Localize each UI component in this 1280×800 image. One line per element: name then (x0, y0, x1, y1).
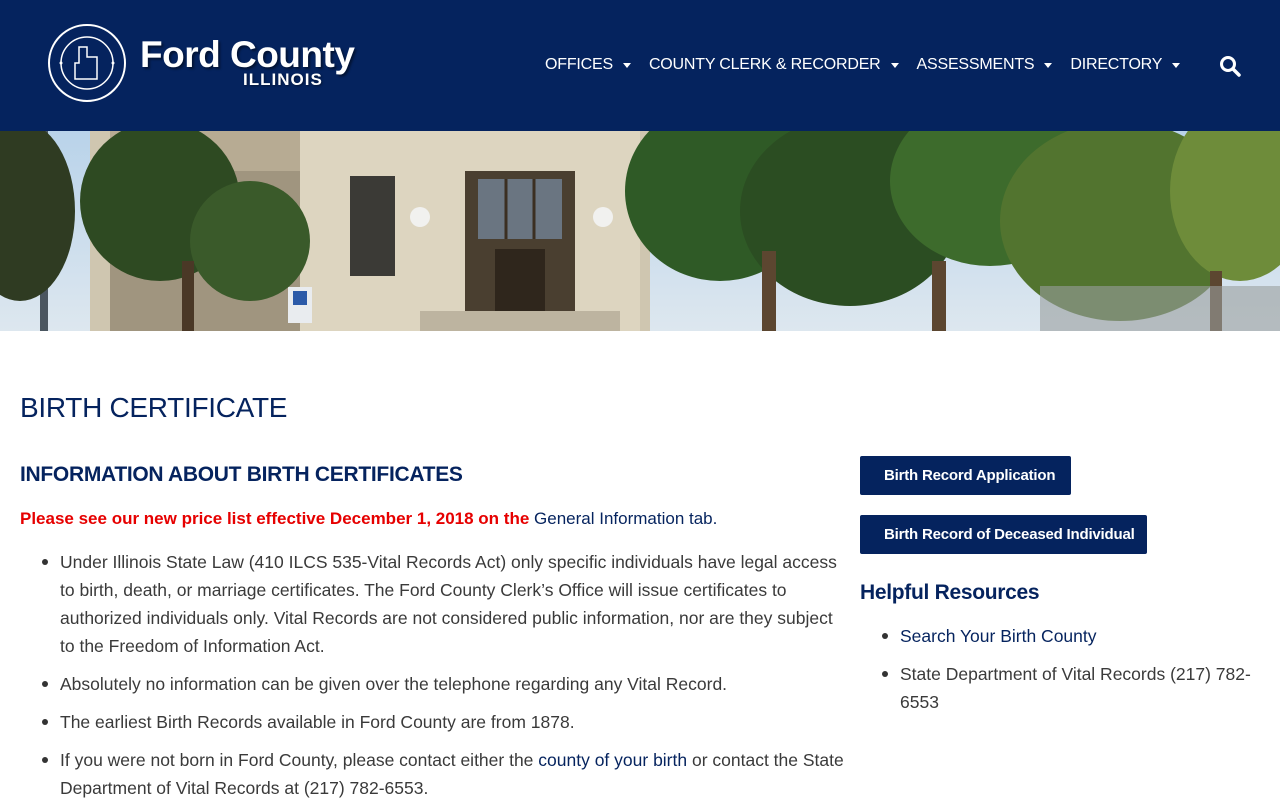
list-item: Absolutely no information can be given over the telephone regarding any Vital Record. (60, 670, 845, 698)
birth-record-deceased-individual-button[interactable]: Birth Record of Deceased Individual (860, 515, 1147, 554)
caret-down-icon (1172, 63, 1180, 68)
brand-subtitle: ILLINOIS (243, 70, 323, 89)
list-item (900, 622, 1270, 650)
birth-record-application-button[interactable]: Birth Record Application (860, 456, 1071, 495)
info-list (60, 548, 845, 800)
county-of-your-birth-link[interactable]: county of your birth (538, 750, 688, 770)
caret-down-icon (623, 63, 631, 68)
price-notice-end: . (712, 509, 718, 528)
section-title: INFORMATION ABOUT BIRTH CERTIFICATES (20, 463, 463, 486)
caret-down-icon (891, 63, 899, 68)
nav-item-offices[interactable] (545, 56, 631, 74)
site-brand[interactable] (140, 34, 355, 89)
hero-courthouse-image (0, 131, 1280, 331)
general-information-link[interactable]: General Information tab (534, 509, 713, 528)
search-your-birth-county-link[interactable]: Search Your Birth County (900, 626, 1097, 646)
nav-label: COUNTY CLERK & RECORDER (648, 56, 881, 73)
nav-item-directory[interactable] (1070, 56, 1180, 74)
list-item: State Department of Vital Records (217) 782-6553 (900, 660, 1270, 716)
page-title: BIRTH CERTIFICATE (20, 392, 288, 423)
list-item: Under Illinois State Law (410 ILCS 535-Vital Records Act) only specific individuals have legal access to birth, death, or marriage certificates. The Ford County Clerk’s Office will issue certificates to authorized individuals only. Vital Records are not considered public information, nor are they subject to the Freedom of Information Act. (60, 548, 845, 660)
helpful-resources-list (900, 622, 1270, 726)
nav-item-county-clerk-recorder[interactable] (649, 56, 899, 74)
nav-label: ASSESSMENTS (916, 56, 1035, 73)
list-item-text: or contact the State Department of Vital Records at (217) 782-6553. (60, 750, 844, 798)
county-seal-logo[interactable] (47, 23, 127, 103)
nav-item-assessments[interactable] (917, 56, 1053, 74)
caret-down-icon (1044, 63, 1052, 68)
site-header (0, 0, 1280, 131)
main-nav (545, 54, 1180, 76)
brand-title[interactable]: Ford County (140, 34, 355, 75)
nav-label: DIRECTORY (1070, 56, 1163, 73)
price-notice-text: Please see our new price list effective December 1, 2018 on the (20, 509, 535, 528)
helpful-resources-title: Helpful Resources (860, 581, 1040, 604)
search-icon[interactable] (1218, 54, 1242, 78)
list-item (60, 746, 845, 800)
price-notice (20, 509, 717, 529)
nav-label: OFFICES (545, 56, 613, 73)
list-item: The earliest Birth Records available in Ford County are from 1878. (60, 708, 845, 736)
list-item-text: If you were not born in Ford County, please contact either the (60, 750, 539, 770)
